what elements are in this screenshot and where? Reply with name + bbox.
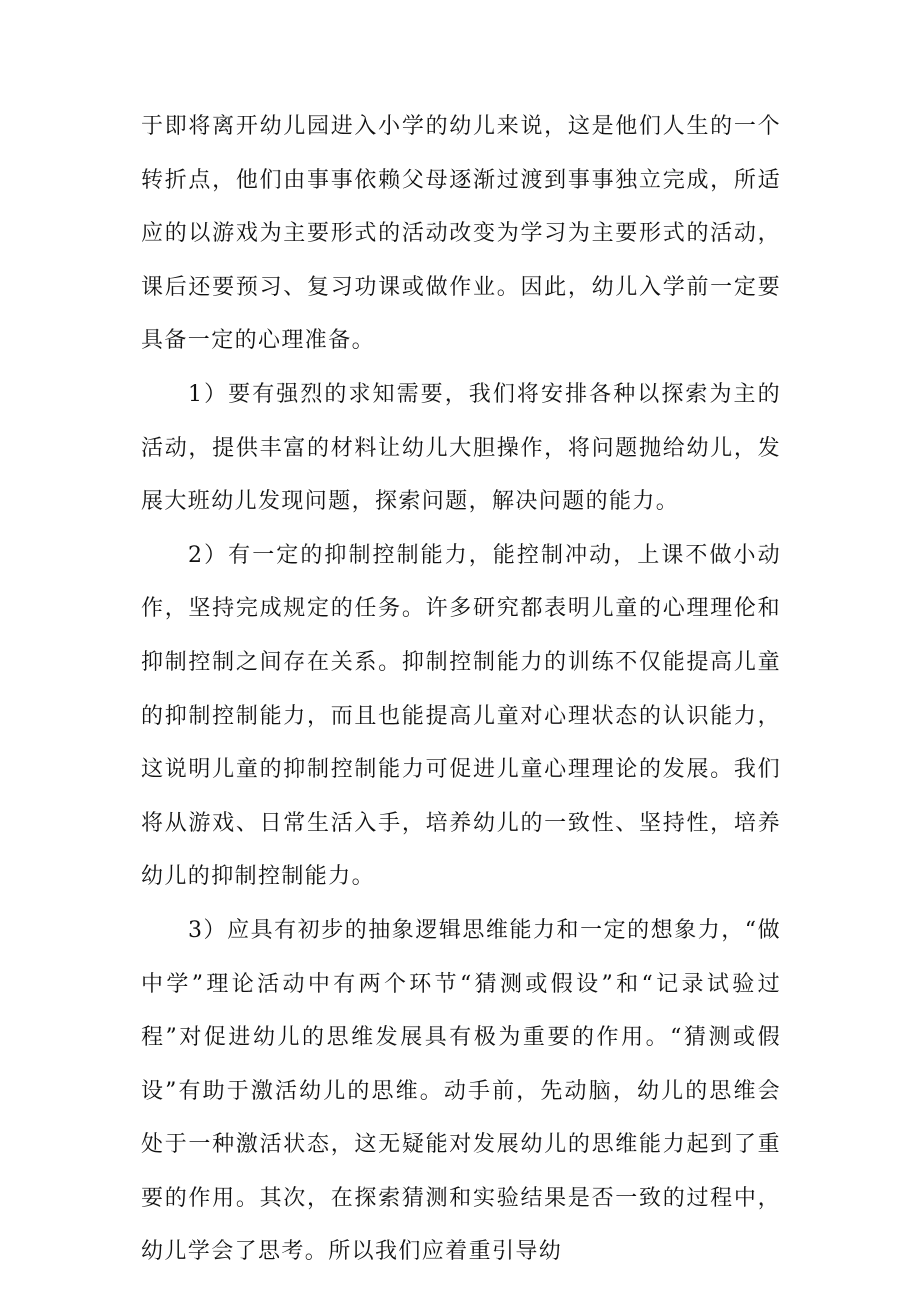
paragraph-point-3: 3）应具有初步的抽象逻辑思维能力和一定的想象力，“做中学”理论活动中有两个环节“猜测或假设”和“记录试验过程”对促进幼儿的思维发展具有极为重要的作用。“猜测或假设”有助于激活幼儿的思维。动手前，先动脑，幼儿的思维会处于一种激活状态，这无疑能对发展幼儿的思维能力起到了重要的作用。其次，在探索猜测和实验结果是否一致的过程中，幼儿学会了思考。所以我们应着重引导幼	[141, 917, 781, 1265]
document-body	[141, 100, 781, 1279]
paragraph-point-2: 2）有一定的抑制控制能力，能控制冲动，上课不做小动作，坚持完成规定的任务。许多研究都表明儿童的心理理伦和抑制控制之间存在关系。抑制控制能力的训练不仅能提高儿童的抑制控制能力，而且也能提高儿童对心理状态的认识能力，这说明儿童的抑制控制能力可促进儿童心理理论的发展。我们将从游戏、日常生活入手，培养幼儿的一致性、坚持性，培养幼儿的抑制控制能力。	[141, 542, 781, 890]
paragraph-intro-continuation: 于即将离开幼儿园进入小学的幼儿来说，这是他们人生的一个转折点，他们由事事依赖父母逐渐过渡到事事独立完成，所适应的以游戏为主要形式的活动改变为学习为主要形式的活动，课后还要预习、复习功课或做作业。因此，幼儿入学前一定要具备一定的心理准备。	[141, 114, 781, 354]
paragraph-point-1: 1）要有强烈的求知需要，我们将安排各种以探索为主的活动，提供丰富的材料让幼儿大胆操作，将问题抛给幼儿，发展大班幼儿发现问题，探索问题，解决问题的能力。	[141, 381, 781, 515]
